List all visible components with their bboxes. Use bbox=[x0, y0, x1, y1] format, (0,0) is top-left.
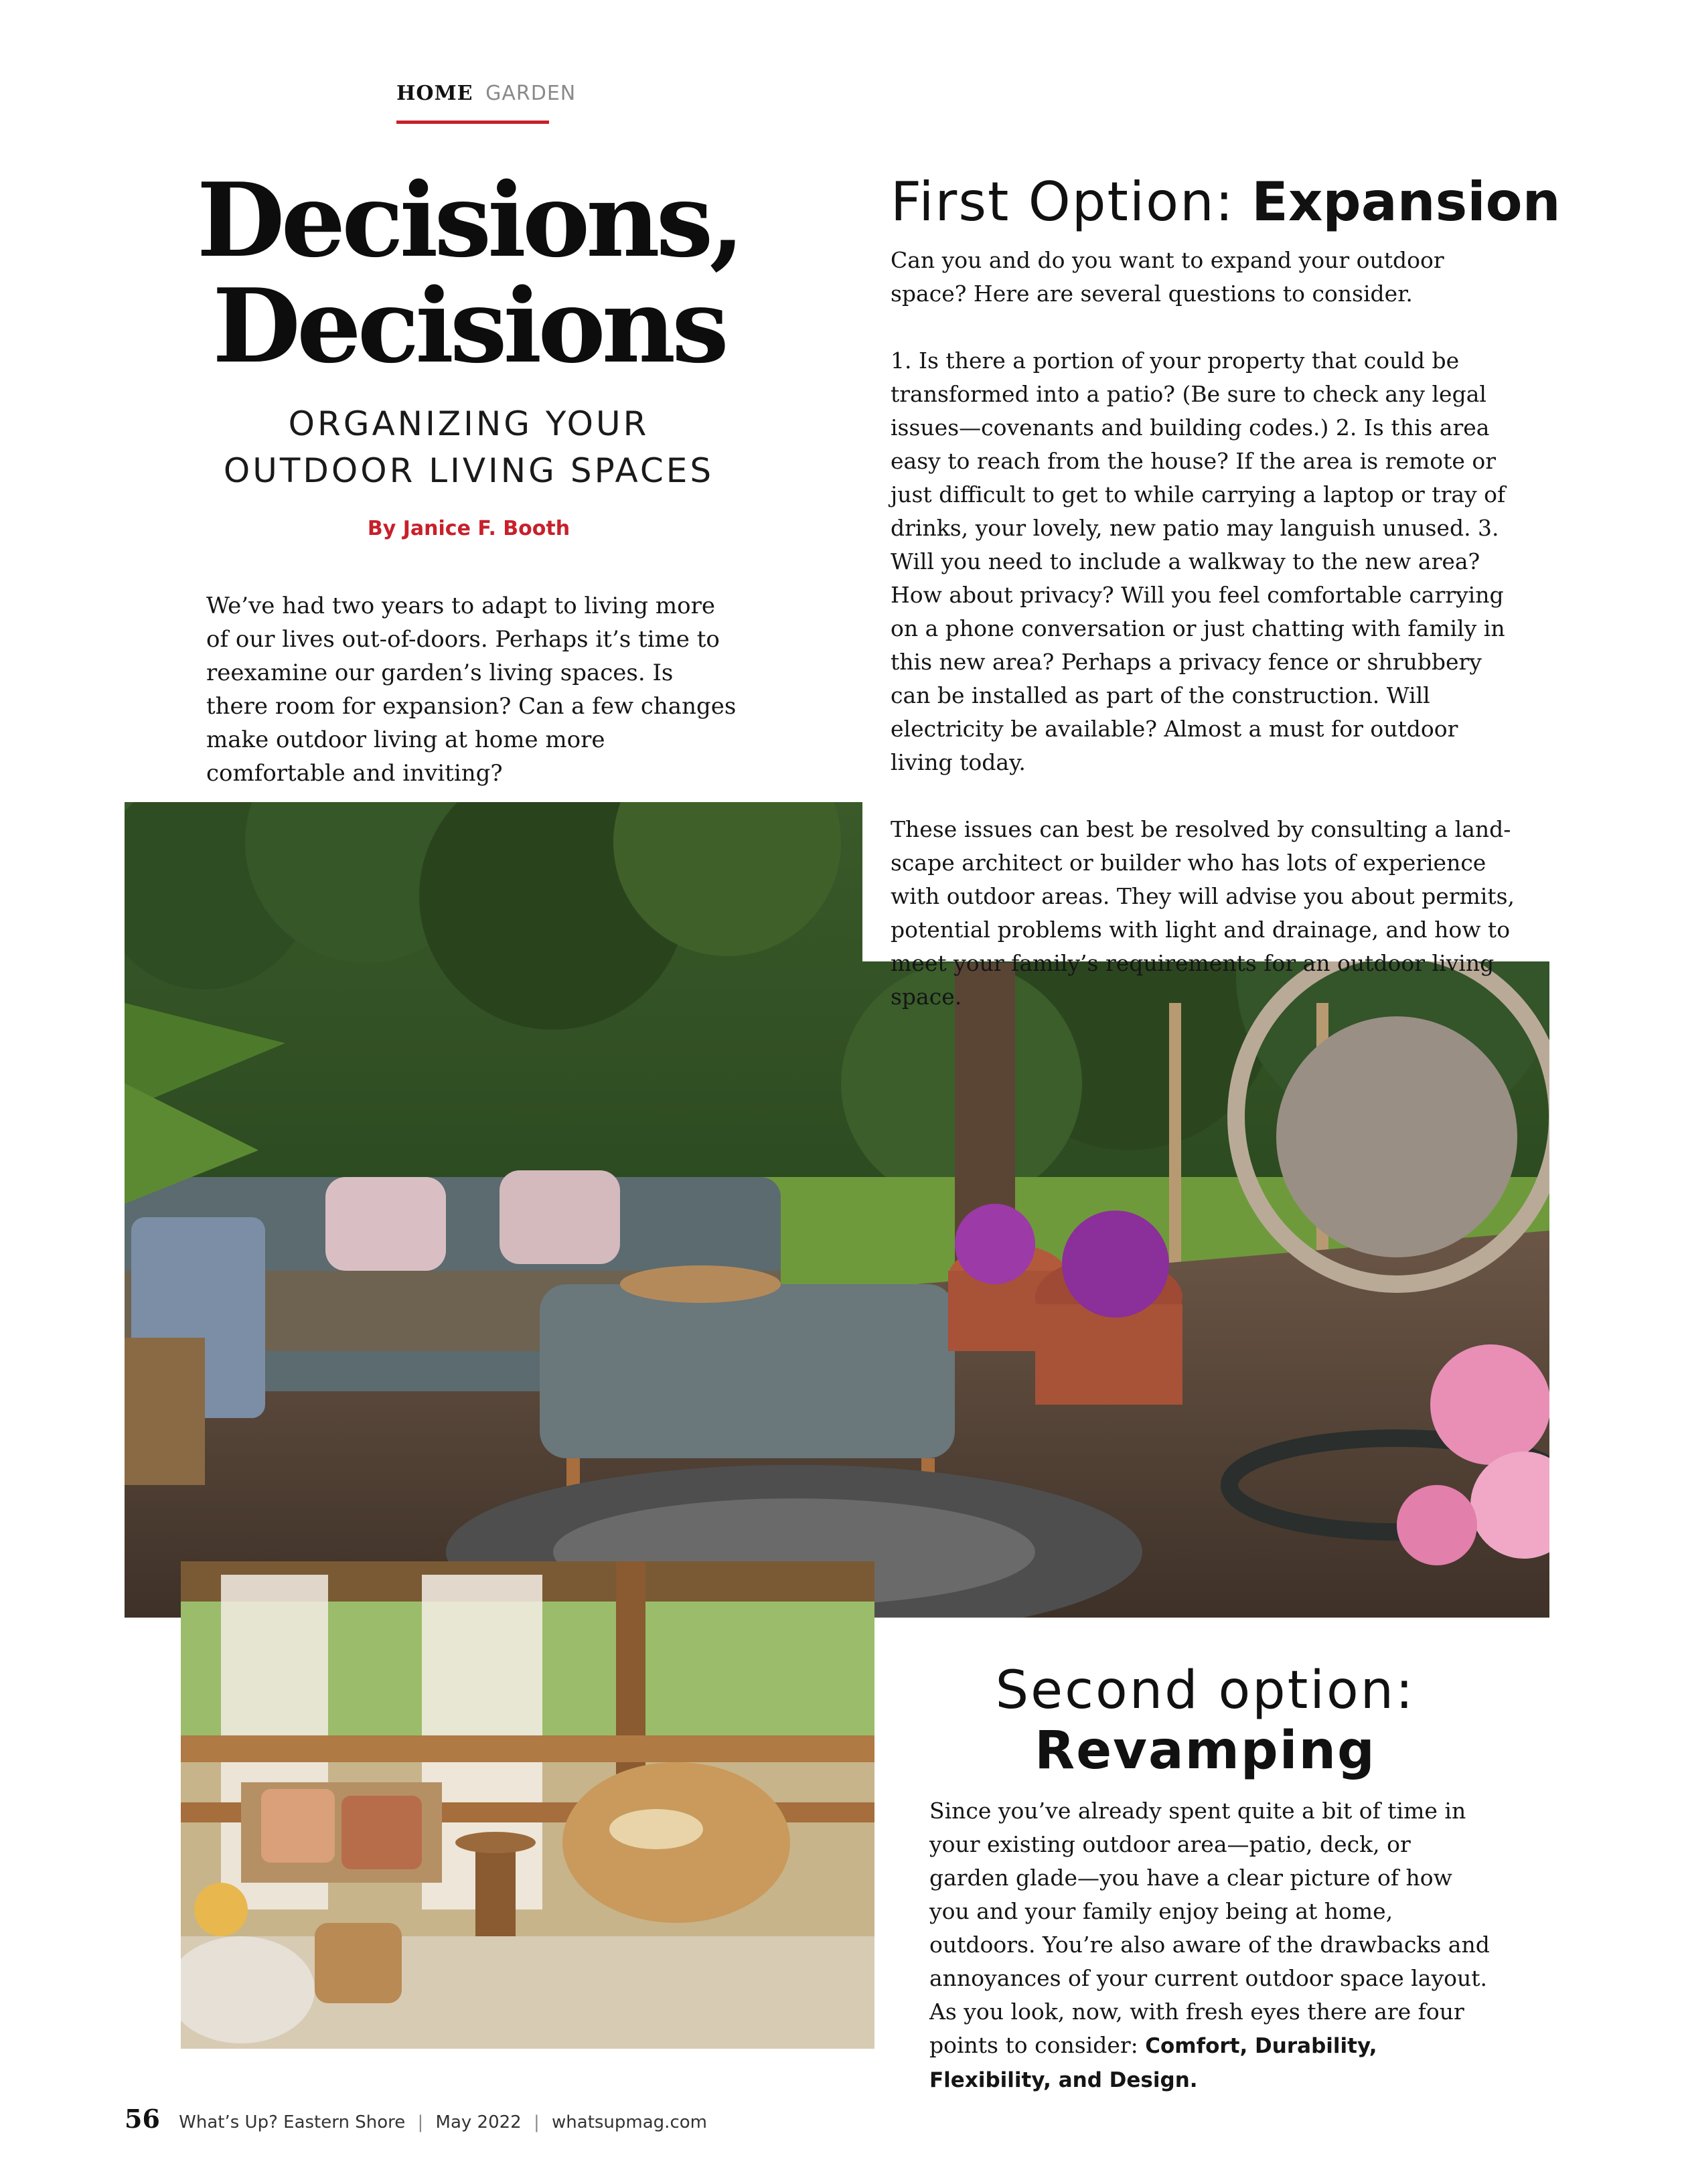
subtitle-line-1: ORGANIZING YOUR bbox=[288, 404, 649, 443]
section-underline bbox=[396, 121, 549, 124]
first-option-paragraph-3: These issues can best be resolved by consulting a landscape architect or builder who has lots of experience with outdoor areas. They will advise you about permits, potential problems with light and drainage, and how to meet your family’s requirements for an outdoor living space. bbox=[891, 816, 1515, 1010]
page-footer bbox=[125, 2104, 707, 2134]
subtitle-line-2: OUTDOOR LIVING SPACES bbox=[223, 451, 714, 490]
title-line-1: Decisions, bbox=[196, 160, 741, 280]
second-option-emphasis: Comfort, Durability, Flexibility, and Design. bbox=[929, 2034, 1377, 2092]
first-option-paragraph-1: Can you and do you want to expand your outdoor space? Here are several questions to consider. bbox=[891, 247, 1444, 307]
footer-separator: | bbox=[533, 2112, 540, 2132]
issue-date: May 2022 bbox=[435, 2112, 522, 2132]
footer-separator: | bbox=[417, 2112, 424, 2132]
intro-paragraph: We’ve had two years to adapt to living more of our lives out-of-doors. Perhaps it’s time to reexamine our garden’s living spaces. Is there room for expansion? Can a few changes make outdoor living at home more comfortable and inviting? bbox=[206, 593, 737, 787]
byline: By Janice F. Booth bbox=[367, 517, 570, 540]
second-option-heading bbox=[924, 1660, 1486, 1781]
title-line-2: Decisions bbox=[212, 266, 725, 386]
first-option-heading-light: First Option: bbox=[891, 171, 1235, 233]
first-option-body bbox=[891, 244, 1527, 1047]
section-label bbox=[396, 82, 576, 105]
section-primary: HOME bbox=[396, 82, 473, 105]
publication-name: What’s Up? Eastern Shore bbox=[179, 2112, 406, 2132]
second-option-body bbox=[929, 1794, 1492, 2097]
first-option-heading-bold: Expansion bbox=[1251, 171, 1561, 233]
second-option-heading-bold: Revamping bbox=[1035, 1721, 1376, 1781]
porch-lounge-illustration bbox=[181, 1561, 874, 2049]
second-option-paragraph: Since you’ve already spent quite a bit of time in your existing outdoor area—patio, deck, or garden glade—you have a clear picture of how you and your family enjoy being at home, outdoors. You’re also aware of the drawbacks and annoyances of your current outdoor space layout. As you look, now, with fresh eyes there are four points to consider: bbox=[929, 1798, 1490, 2058]
first-option-heading bbox=[891, 169, 1561, 236]
article-subtitle bbox=[161, 400, 777, 494]
second-option-heading-light: Second option: bbox=[995, 1660, 1416, 1721]
porch-lounge-photo bbox=[181, 1561, 874, 2049]
page-number: 56 bbox=[125, 2104, 160, 2134]
section-secondary: GARDEN bbox=[485, 82, 577, 105]
website-link[interactable]: whatsupmag.com bbox=[552, 2112, 707, 2132]
first-option-paragraph-2: 1. Is there a portion of your property that could be transformed into a patio? (Be sure to check any legal issues—covenants and building codes.) 2. Is this area easy to reach from the house? If the area is remote or just difficult to get to while carrying a laptop or tray of drinks, your lovely, new patio may languish unused. 3. Will you need to include a walkway to the new area? How about privacy? Will you feel comfortable carrying on a phone conversation or just chatting with family in this new area? Perhaps a privacy fence or shrubbery can be installed as part of the construction. Will electricity be available? Almost a must for outdoor living today. bbox=[891, 347, 1506, 775]
article-title bbox=[161, 160, 777, 386]
